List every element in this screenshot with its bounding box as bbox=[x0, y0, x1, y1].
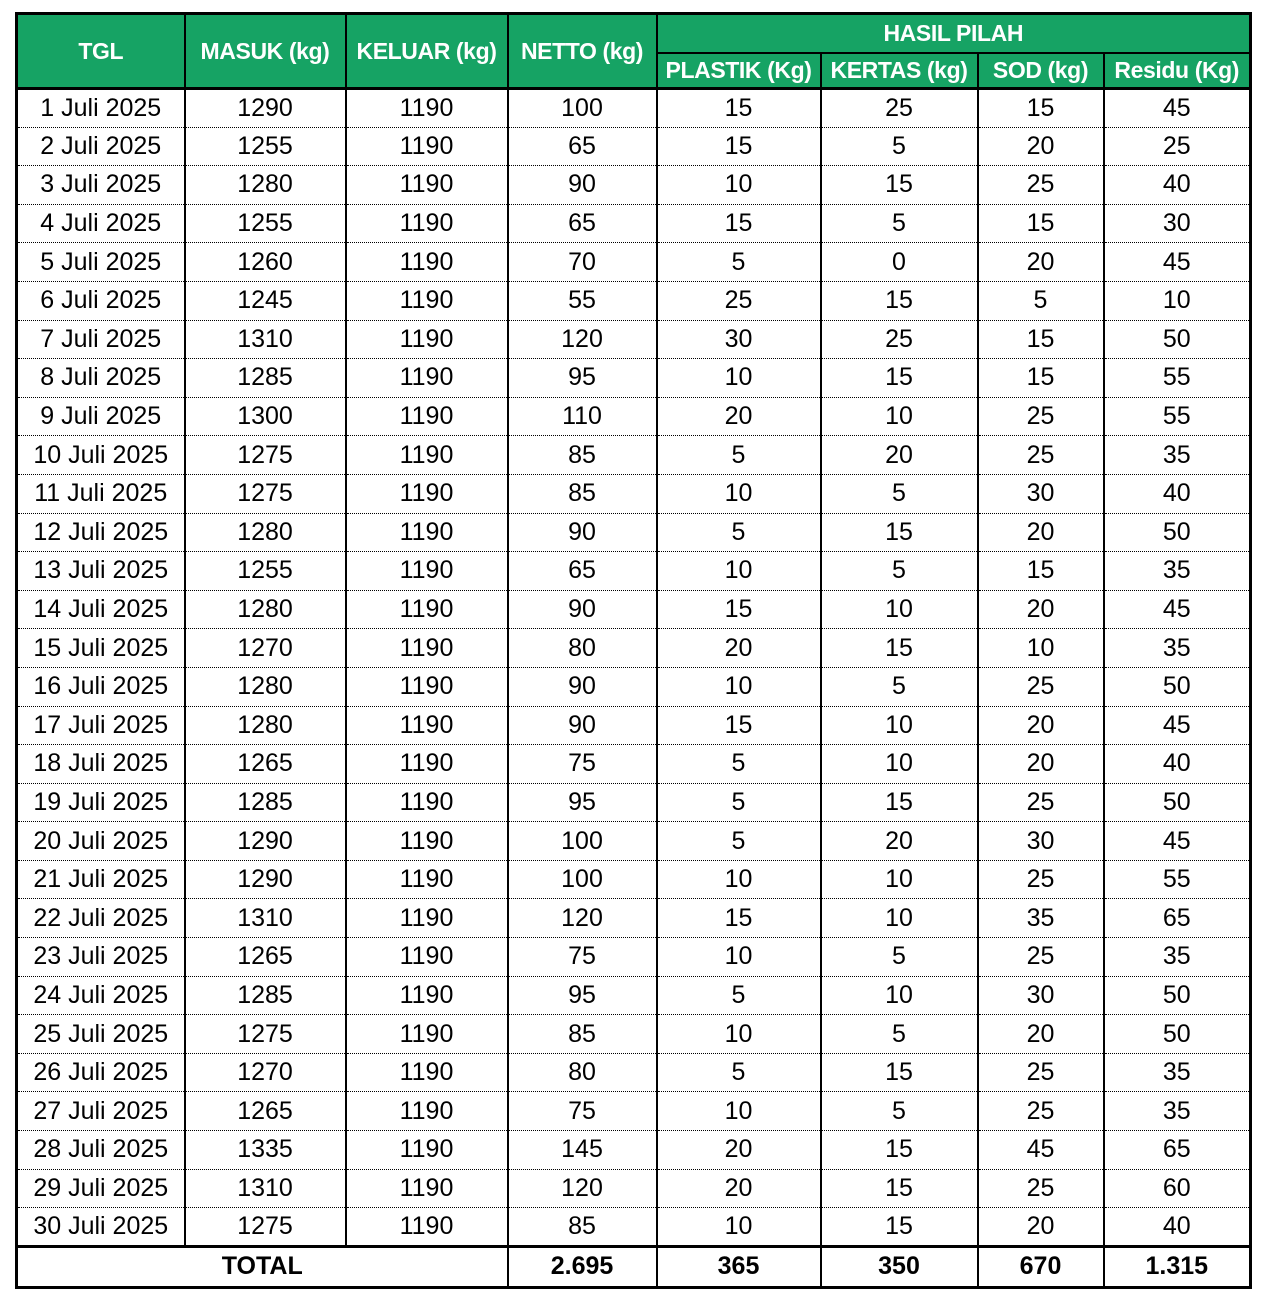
cell-residu: 40 bbox=[1104, 474, 1251, 513]
col-group-header-hasil-pilah: HASIL PILAH bbox=[657, 14, 1251, 54]
cell-kertas: 20 bbox=[821, 822, 978, 861]
cell-keluar: 1190 bbox=[346, 745, 508, 784]
cell-keluar: 1190 bbox=[346, 89, 508, 128]
cell-netto: 80 bbox=[508, 1053, 657, 1092]
cell-sod: 30 bbox=[978, 822, 1104, 861]
cell-kertas: 20 bbox=[821, 436, 978, 475]
cell-netto: 70 bbox=[508, 243, 657, 282]
cell-kertas: 15 bbox=[821, 1208, 978, 1247]
cell-kertas: 5 bbox=[821, 127, 978, 166]
cell-keluar: 1190 bbox=[346, 397, 508, 436]
cell-kertas: 10 bbox=[821, 590, 978, 629]
cell-plastik: 15 bbox=[657, 204, 821, 243]
waste-report-table bbox=[15, 12, 1252, 1289]
cell-keluar: 1190 bbox=[346, 513, 508, 552]
total-sod-value: 670 bbox=[978, 1246, 1104, 1287]
cell-keluar: 1190 bbox=[346, 1092, 508, 1131]
cell-residu: 30 bbox=[1104, 204, 1251, 243]
cell-keluar: 1190 bbox=[346, 281, 508, 320]
cell-plastik: 5 bbox=[657, 513, 821, 552]
cell-masuk: 1290 bbox=[185, 89, 346, 128]
cell-kertas: 15 bbox=[821, 1131, 978, 1170]
cell-plastik: 5 bbox=[657, 243, 821, 282]
cell-residu: 45 bbox=[1104, 243, 1251, 282]
cell-netto: 95 bbox=[508, 359, 657, 398]
table-row bbox=[17, 552, 1251, 591]
cell-netto: 90 bbox=[508, 513, 657, 552]
cell-tgl: 20 Juli 2025 bbox=[17, 822, 185, 861]
cell-keluar: 1190 bbox=[346, 243, 508, 282]
cell-masuk: 1275 bbox=[185, 1015, 346, 1054]
cell-keluar: 1190 bbox=[346, 860, 508, 899]
cell-keluar: 1190 bbox=[346, 1015, 508, 1054]
cell-netto: 65 bbox=[508, 552, 657, 591]
table-row bbox=[17, 938, 1251, 977]
cell-netto: 90 bbox=[508, 667, 657, 706]
table-row bbox=[17, 1208, 1251, 1247]
cell-tgl: 18 Juli 2025 bbox=[17, 745, 185, 784]
cell-plastik: 10 bbox=[657, 552, 821, 591]
cell-kertas: 15 bbox=[821, 783, 978, 822]
cell-netto: 65 bbox=[508, 204, 657, 243]
cell-residu: 50 bbox=[1104, 1015, 1251, 1054]
table-row bbox=[17, 320, 1251, 359]
cell-plastik: 10 bbox=[657, 667, 821, 706]
cell-masuk: 1285 bbox=[185, 783, 346, 822]
cell-residu: 55 bbox=[1104, 397, 1251, 436]
cell-sod: 15 bbox=[978, 89, 1104, 128]
table-row bbox=[17, 783, 1251, 822]
cell-residu: 40 bbox=[1104, 745, 1251, 784]
cell-tgl: 30 Juli 2025 bbox=[17, 1208, 185, 1247]
table-row bbox=[17, 281, 1251, 320]
cell-kertas: 15 bbox=[821, 1053, 978, 1092]
cell-plastik: 30 bbox=[657, 320, 821, 359]
table-row bbox=[17, 243, 1251, 282]
cell-tgl: 17 Juli 2025 bbox=[17, 706, 185, 745]
cell-sod: 5 bbox=[978, 281, 1104, 320]
cell-masuk: 1300 bbox=[185, 397, 346, 436]
cell-residu: 50 bbox=[1104, 667, 1251, 706]
cell-masuk: 1290 bbox=[185, 822, 346, 861]
cell-plastik: 15 bbox=[657, 899, 821, 938]
total-netto-value: 2.695 bbox=[508, 1246, 657, 1287]
cell-masuk: 1280 bbox=[185, 166, 346, 205]
cell-residu: 25 bbox=[1104, 127, 1251, 166]
cell-sod: 15 bbox=[978, 320, 1104, 359]
table-row bbox=[17, 127, 1251, 166]
cell-masuk: 1270 bbox=[185, 629, 346, 668]
table-row bbox=[17, 359, 1251, 398]
cell-kertas: 5 bbox=[821, 1092, 978, 1131]
cell-masuk: 1265 bbox=[185, 938, 346, 977]
cell-sod: 20 bbox=[978, 1208, 1104, 1247]
cell-tgl: 27 Juli 2025 bbox=[17, 1092, 185, 1131]
cell-kertas: 10 bbox=[821, 706, 978, 745]
cell-residu: 55 bbox=[1104, 359, 1251, 398]
cell-kertas: 5 bbox=[821, 1015, 978, 1054]
cell-kertas: 25 bbox=[821, 320, 978, 359]
cell-netto: 75 bbox=[508, 1092, 657, 1131]
cell-tgl: 3 Juli 2025 bbox=[17, 166, 185, 205]
cell-kertas: 10 bbox=[821, 899, 978, 938]
table-row bbox=[17, 706, 1251, 745]
cell-keluar: 1190 bbox=[346, 706, 508, 745]
cell-residu: 35 bbox=[1104, 1053, 1251, 1092]
cell-residu: 45 bbox=[1104, 590, 1251, 629]
table-row bbox=[17, 474, 1251, 513]
table-row bbox=[17, 1131, 1251, 1170]
cell-kertas: 15 bbox=[821, 281, 978, 320]
cell-netto: 55 bbox=[508, 281, 657, 320]
table-row bbox=[17, 822, 1251, 861]
table-row bbox=[17, 436, 1251, 475]
cell-kertas: 10 bbox=[821, 860, 978, 899]
table-row bbox=[17, 89, 1251, 128]
cell-tgl: 19 Juli 2025 bbox=[17, 783, 185, 822]
table-footer bbox=[17, 1246, 1251, 1287]
cell-kertas: 15 bbox=[821, 513, 978, 552]
table-row bbox=[17, 204, 1251, 243]
cell-residu: 50 bbox=[1104, 783, 1251, 822]
cell-netto: 145 bbox=[508, 1131, 657, 1170]
table-row bbox=[17, 397, 1251, 436]
cell-sod: 25 bbox=[978, 783, 1104, 822]
total-row bbox=[17, 1246, 1251, 1287]
cell-masuk: 1275 bbox=[185, 436, 346, 475]
total-kertas-value: 350 bbox=[821, 1246, 978, 1287]
cell-residu: 50 bbox=[1104, 976, 1251, 1015]
cell-masuk: 1285 bbox=[185, 976, 346, 1015]
cell-keluar: 1190 bbox=[346, 976, 508, 1015]
cell-keluar: 1190 bbox=[346, 166, 508, 205]
cell-tgl: 1 Juli 2025 bbox=[17, 89, 185, 128]
cell-masuk: 1285 bbox=[185, 359, 346, 398]
cell-tgl: 28 Juli 2025 bbox=[17, 1131, 185, 1170]
cell-masuk: 1275 bbox=[185, 474, 346, 513]
cell-masuk: 1280 bbox=[185, 590, 346, 629]
cell-sod: 30 bbox=[978, 474, 1104, 513]
table-row bbox=[17, 860, 1251, 899]
cell-sod: 25 bbox=[978, 166, 1104, 205]
cell-sod: 20 bbox=[978, 513, 1104, 552]
cell-masuk: 1310 bbox=[185, 1169, 346, 1208]
cell-keluar: 1190 bbox=[346, 899, 508, 938]
cell-kertas: 10 bbox=[821, 397, 978, 436]
cell-residu: 10 bbox=[1104, 281, 1251, 320]
cell-kertas: 5 bbox=[821, 552, 978, 591]
cell-netto: 110 bbox=[508, 397, 657, 436]
cell-keluar: 1190 bbox=[346, 1169, 508, 1208]
cell-tgl: 16 Juli 2025 bbox=[17, 667, 185, 706]
cell-kertas: 15 bbox=[821, 359, 978, 398]
cell-sod: 20 bbox=[978, 1015, 1104, 1054]
table-row bbox=[17, 590, 1251, 629]
table-body bbox=[17, 89, 1251, 1247]
cell-residu: 45 bbox=[1104, 706, 1251, 745]
cell-netto: 90 bbox=[508, 590, 657, 629]
cell-residu: 55 bbox=[1104, 860, 1251, 899]
table-row bbox=[17, 1015, 1251, 1054]
cell-kertas: 10 bbox=[821, 745, 978, 784]
col-header-keluar: KELUAR (kg) bbox=[346, 14, 508, 89]
cell-plastik: 20 bbox=[657, 397, 821, 436]
cell-masuk: 1280 bbox=[185, 667, 346, 706]
total-label: TOTAL bbox=[17, 1246, 508, 1287]
cell-residu: 35 bbox=[1104, 1092, 1251, 1131]
cell-plastik: 5 bbox=[657, 783, 821, 822]
cell-netto: 90 bbox=[508, 706, 657, 745]
cell-keluar: 1190 bbox=[346, 474, 508, 513]
cell-residu: 45 bbox=[1104, 822, 1251, 861]
cell-residu: 40 bbox=[1104, 166, 1251, 205]
cell-sod: 20 bbox=[978, 243, 1104, 282]
cell-tgl: 23 Juli 2025 bbox=[17, 938, 185, 977]
cell-tgl: 13 Juli 2025 bbox=[17, 552, 185, 591]
cell-sod: 20 bbox=[978, 127, 1104, 166]
cell-netto: 100 bbox=[508, 822, 657, 861]
col-header-kertas: KERTAS (kg) bbox=[821, 53, 978, 88]
cell-keluar: 1190 bbox=[346, 1131, 508, 1170]
cell-plastik: 5 bbox=[657, 822, 821, 861]
cell-kertas: 0 bbox=[821, 243, 978, 282]
cell-masuk: 1280 bbox=[185, 513, 346, 552]
table-header bbox=[17, 14, 1251, 89]
cell-residu: 60 bbox=[1104, 1169, 1251, 1208]
cell-masuk: 1310 bbox=[185, 320, 346, 359]
cell-tgl: 15 Juli 2025 bbox=[17, 629, 185, 668]
cell-keluar: 1190 bbox=[346, 204, 508, 243]
cell-sod: 25 bbox=[978, 436, 1104, 475]
cell-kertas: 15 bbox=[821, 629, 978, 668]
cell-tgl: 7 Juli 2025 bbox=[17, 320, 185, 359]
cell-netto: 80 bbox=[508, 629, 657, 668]
cell-masuk: 1255 bbox=[185, 127, 346, 166]
cell-masuk: 1335 bbox=[185, 1131, 346, 1170]
cell-masuk: 1265 bbox=[185, 1092, 346, 1131]
table-row bbox=[17, 976, 1251, 1015]
cell-plastik: 20 bbox=[657, 629, 821, 668]
cell-plastik: 15 bbox=[657, 590, 821, 629]
cell-plastik: 25 bbox=[657, 281, 821, 320]
cell-keluar: 1190 bbox=[346, 1053, 508, 1092]
col-header-masuk: MASUK (kg) bbox=[185, 14, 346, 89]
total-residu-value: 1.315 bbox=[1104, 1246, 1251, 1287]
cell-keluar: 1190 bbox=[346, 436, 508, 475]
cell-kertas: 15 bbox=[821, 166, 978, 205]
cell-residu: 45 bbox=[1104, 89, 1251, 128]
cell-keluar: 1190 bbox=[346, 667, 508, 706]
table-row bbox=[17, 667, 1251, 706]
cell-residu: 65 bbox=[1104, 899, 1251, 938]
cell-tgl: 8 Juli 2025 bbox=[17, 359, 185, 398]
cell-sod: 20 bbox=[978, 590, 1104, 629]
cell-masuk: 1265 bbox=[185, 745, 346, 784]
total-plastik-value: 365 bbox=[657, 1246, 821, 1287]
cell-netto: 75 bbox=[508, 938, 657, 977]
cell-sod: 25 bbox=[978, 667, 1104, 706]
cell-tgl: 24 Juli 2025 bbox=[17, 976, 185, 1015]
cell-netto: 120 bbox=[508, 1169, 657, 1208]
cell-plastik: 20 bbox=[657, 1131, 821, 1170]
cell-tgl: 4 Juli 2025 bbox=[17, 204, 185, 243]
cell-residu: 50 bbox=[1104, 513, 1251, 552]
cell-keluar: 1190 bbox=[346, 629, 508, 668]
col-header-netto: NETTO (kg) bbox=[508, 14, 657, 89]
col-header-residu: Residu (Kg) bbox=[1104, 53, 1251, 88]
cell-kertas: 25 bbox=[821, 89, 978, 128]
cell-masuk: 1275 bbox=[185, 1208, 346, 1247]
cell-tgl: 21 Juli 2025 bbox=[17, 860, 185, 899]
cell-sod: 25 bbox=[978, 860, 1104, 899]
cell-sod: 45 bbox=[978, 1131, 1104, 1170]
cell-residu: 40 bbox=[1104, 1208, 1251, 1247]
table-row bbox=[17, 1053, 1251, 1092]
cell-kertas: 5 bbox=[821, 474, 978, 513]
cell-kertas: 5 bbox=[821, 204, 978, 243]
cell-tgl: 25 Juli 2025 bbox=[17, 1015, 185, 1054]
cell-netto: 65 bbox=[508, 127, 657, 166]
cell-masuk: 1255 bbox=[185, 552, 346, 591]
cell-kertas: 10 bbox=[821, 976, 978, 1015]
cell-sod: 25 bbox=[978, 1092, 1104, 1131]
cell-keluar: 1190 bbox=[346, 590, 508, 629]
cell-plastik: 10 bbox=[657, 1208, 821, 1247]
cell-plastik: 10 bbox=[657, 860, 821, 899]
cell-keluar: 1190 bbox=[346, 783, 508, 822]
table-row bbox=[17, 899, 1251, 938]
cell-keluar: 1190 bbox=[346, 1208, 508, 1247]
cell-plastik: 5 bbox=[657, 1053, 821, 1092]
cell-plastik: 10 bbox=[657, 359, 821, 398]
cell-masuk: 1255 bbox=[185, 204, 346, 243]
cell-plastik: 10 bbox=[657, 1015, 821, 1054]
cell-keluar: 1190 bbox=[346, 127, 508, 166]
cell-netto: 85 bbox=[508, 1208, 657, 1247]
cell-tgl: 6 Juli 2025 bbox=[17, 281, 185, 320]
table-row bbox=[17, 513, 1251, 552]
table-row bbox=[17, 1169, 1251, 1208]
cell-netto: 95 bbox=[508, 783, 657, 822]
cell-plastik: 15 bbox=[657, 89, 821, 128]
cell-keluar: 1190 bbox=[346, 320, 508, 359]
cell-masuk: 1290 bbox=[185, 860, 346, 899]
cell-keluar: 1190 bbox=[346, 359, 508, 398]
cell-plastik: 10 bbox=[657, 938, 821, 977]
cell-residu: 35 bbox=[1104, 938, 1251, 977]
cell-kertas: 15 bbox=[821, 1169, 978, 1208]
cell-tgl: 9 Juli 2025 bbox=[17, 397, 185, 436]
cell-tgl: 11 Juli 2025 bbox=[17, 474, 185, 513]
cell-residu: 50 bbox=[1104, 320, 1251, 359]
col-header-plastik: PLASTIK (Kg) bbox=[657, 53, 821, 88]
cell-masuk: 1280 bbox=[185, 706, 346, 745]
cell-netto: 100 bbox=[508, 860, 657, 899]
cell-sod: 20 bbox=[978, 745, 1104, 784]
cell-plastik: 10 bbox=[657, 166, 821, 205]
cell-netto: 95 bbox=[508, 976, 657, 1015]
cell-tgl: 22 Juli 2025 bbox=[17, 899, 185, 938]
cell-netto: 85 bbox=[508, 1015, 657, 1054]
cell-plastik: 20 bbox=[657, 1169, 821, 1208]
cell-sod: 25 bbox=[978, 938, 1104, 977]
cell-plastik: 10 bbox=[657, 474, 821, 513]
cell-netto: 120 bbox=[508, 320, 657, 359]
cell-plastik: 5 bbox=[657, 745, 821, 784]
cell-netto: 85 bbox=[508, 436, 657, 475]
cell-residu: 35 bbox=[1104, 552, 1251, 591]
cell-sod: 10 bbox=[978, 629, 1104, 668]
cell-tgl: 10 Juli 2025 bbox=[17, 436, 185, 475]
cell-sod: 30 bbox=[978, 976, 1104, 1015]
cell-sod: 15 bbox=[978, 204, 1104, 243]
cell-residu: 35 bbox=[1104, 629, 1251, 668]
cell-sod: 25 bbox=[978, 1053, 1104, 1092]
cell-netto: 90 bbox=[508, 166, 657, 205]
table-row bbox=[17, 1092, 1251, 1131]
table-row bbox=[17, 745, 1251, 784]
cell-netto: 100 bbox=[508, 89, 657, 128]
table-row bbox=[17, 629, 1251, 668]
cell-keluar: 1190 bbox=[346, 552, 508, 591]
cell-keluar: 1190 bbox=[346, 822, 508, 861]
cell-sod: 35 bbox=[978, 899, 1104, 938]
cell-plastik: 15 bbox=[657, 127, 821, 166]
cell-plastik: 5 bbox=[657, 976, 821, 1015]
cell-residu: 65 bbox=[1104, 1131, 1251, 1170]
cell-keluar: 1190 bbox=[346, 938, 508, 977]
cell-plastik: 15 bbox=[657, 706, 821, 745]
cell-masuk: 1260 bbox=[185, 243, 346, 282]
cell-tgl: 14 Juli 2025 bbox=[17, 590, 185, 629]
cell-tgl: 12 Juli 2025 bbox=[17, 513, 185, 552]
cell-netto: 85 bbox=[508, 474, 657, 513]
cell-masuk: 1245 bbox=[185, 281, 346, 320]
cell-residu: 35 bbox=[1104, 436, 1251, 475]
cell-tgl: 29 Juli 2025 bbox=[17, 1169, 185, 1208]
cell-plastik: 5 bbox=[657, 436, 821, 475]
cell-plastik: 10 bbox=[657, 1092, 821, 1131]
col-header-sod: SOD (kg) bbox=[978, 53, 1104, 88]
cell-sod: 25 bbox=[978, 397, 1104, 436]
cell-tgl: 5 Juli 2025 bbox=[17, 243, 185, 282]
cell-sod: 25 bbox=[978, 1169, 1104, 1208]
table-row bbox=[17, 166, 1251, 205]
col-header-tgl: TGL bbox=[17, 14, 185, 89]
cell-netto: 120 bbox=[508, 899, 657, 938]
cell-netto: 75 bbox=[508, 745, 657, 784]
cell-tgl: 26 Juli 2025 bbox=[17, 1053, 185, 1092]
cell-sod: 20 bbox=[978, 706, 1104, 745]
cell-kertas: 5 bbox=[821, 667, 978, 706]
cell-sod: 15 bbox=[978, 552, 1104, 591]
cell-kertas: 5 bbox=[821, 938, 978, 977]
cell-tgl: 2 Juli 2025 bbox=[17, 127, 185, 166]
cell-sod: 15 bbox=[978, 359, 1104, 398]
cell-masuk: 1270 bbox=[185, 1053, 346, 1092]
cell-masuk: 1310 bbox=[185, 899, 346, 938]
